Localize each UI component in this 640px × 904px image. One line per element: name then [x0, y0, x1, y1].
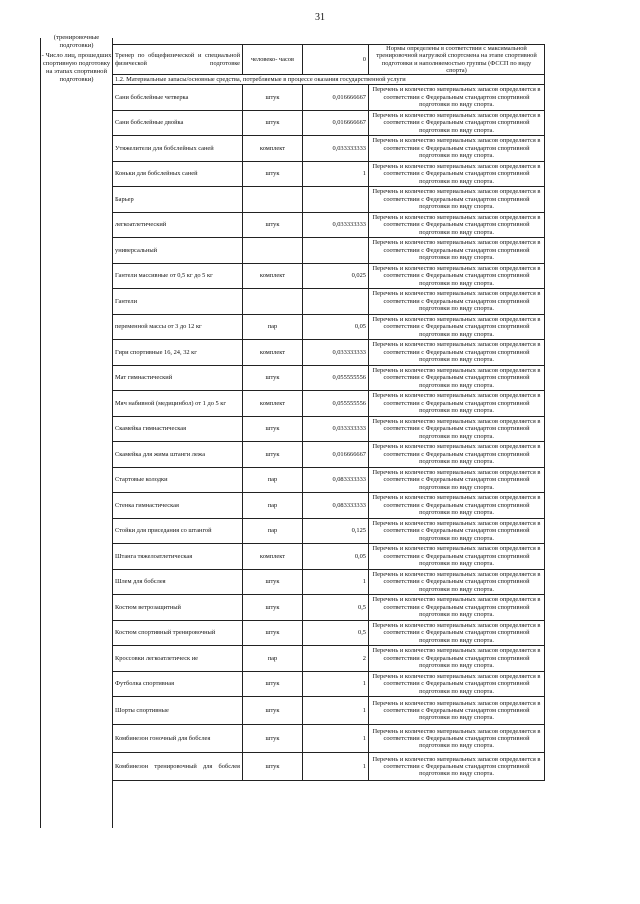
- item-note-cell: Перечень и количество материальных запасов определяется в соответствии с Федеральным стандартом спортивной подготовки по виду спорта.: [369, 671, 545, 697]
- item-name-cell: Костюм спортивный тренировочный: [113, 620, 243, 646]
- item-unit-cell: штук: [243, 110, 303, 136]
- item-unit-cell: комплект: [243, 544, 303, 570]
- item-unit-cell: штук: [243, 595, 303, 621]
- item-unit-cell: пар: [243, 493, 303, 519]
- table-row: [113, 467, 545, 493]
- item-unit-cell: штук: [243, 725, 303, 753]
- table-row: [113, 595, 545, 621]
- table-row: [113, 442, 545, 468]
- item-name-cell: Сани бобслейные двойка: [113, 110, 243, 136]
- item-qty-cell: 1: [303, 569, 369, 595]
- item-qty-cell: 0,016666667: [303, 85, 369, 111]
- table-row: [113, 85, 545, 111]
- item-qty-cell: 0,083333333: [303, 467, 369, 493]
- item-name-cell: универсальный: [113, 238, 243, 264]
- table-row: [113, 646, 545, 672]
- item-note-cell: Перечень и количество материальных запасов определяется в соответствии с Федеральным стандартом спортивной подготовки по виду спорта.: [369, 161, 545, 187]
- item-qty-cell: 0,05: [303, 314, 369, 340]
- item-note-cell: Перечень и количество материальных запасов определяется в соответствии с Федеральным стандартом спортивной подготовки по виду спорта.: [369, 725, 545, 753]
- item-qty-cell: 0,055555556: [303, 365, 369, 391]
- table-row: [113, 391, 545, 417]
- item-name-cell: Гантели: [113, 289, 243, 315]
- item-unit-cell: [243, 187, 303, 213]
- item-qty-cell: 0,055555556: [303, 391, 369, 417]
- item-unit-cell: пар: [243, 518, 303, 544]
- item-qty-cell: 0,033333333: [303, 136, 369, 162]
- item-unit-cell: штук: [243, 416, 303, 442]
- item-qty-cell: 0,016666667: [303, 110, 369, 136]
- item-unit-cell: штук: [243, 161, 303, 187]
- item-qty-cell: 1: [303, 161, 369, 187]
- item-note-cell: Перечень и количество материальных запасов определяется в соответствии с Федеральным стандартом спортивной подготовки по виду спорта.: [369, 187, 545, 213]
- table-row: [113, 493, 545, 519]
- section-row: [113, 75, 545, 85]
- item-note-cell: Перечень и количество материальных запасов определяется в соответствии с Федеральным стандартом спортивной подготовки по виду спорта.: [369, 365, 545, 391]
- item-unit-cell: пар: [243, 467, 303, 493]
- item-unit-cell: [243, 289, 303, 315]
- item-name-cell: Комбинезон тренировочный для бобслея: [113, 753, 243, 781]
- table-row: [113, 671, 545, 697]
- item-note-cell: Перечень и количество материальных запасов определяется в соответствии с Федеральным стандартом спортивной подготовки по виду спорта.: [369, 595, 545, 621]
- item-note-cell: Перечень и количество материальных запасов определяется в соответствии с Федеральным стандартом спортивной подготовки по виду спорта.: [369, 442, 545, 468]
- item-name-cell: Футболка спортивная: [113, 671, 243, 697]
- item-note-cell: Перечень и количество материальных запасов определяется в соответствии с Федеральным стандартом спортивной подготовки по виду спорта.: [369, 391, 545, 417]
- table-row: [113, 697, 545, 725]
- item-note-cell: Перечень и количество материальных запасов определяется в соответствии с Федеральным стандартом спортивной подготовки по виду спорта.: [369, 212, 545, 238]
- item-note-cell: Перечень и количество материальных запасов определяется в соответствии с Федеральным стандартом спортивной подготовки по виду спорта.: [369, 467, 545, 493]
- table-row: [113, 136, 545, 162]
- item-name-cell: Стартовые колодки: [113, 467, 243, 493]
- item-unit-cell: штук: [243, 697, 303, 725]
- item-name-cell: Стенка гимнастическая: [113, 493, 243, 519]
- item-qty-cell: 0,125: [303, 518, 369, 544]
- item-qty-cell: 0,033333333: [303, 416, 369, 442]
- item-qty-cell: 1: [303, 671, 369, 697]
- item-note-cell: Перечень и количество материальных запасов определяется в соответствии с Федеральным стандартом спортивной подготовки по виду спорта.: [369, 416, 545, 442]
- item-note-cell: Перечень и количество материальных запасов определяется в соответствии с Федеральным стандартом спортивной подготовки по виду спорта.: [369, 518, 545, 544]
- item-qty-cell: [303, 187, 369, 213]
- table-row: [113, 161, 545, 187]
- item-unit-cell: штук: [243, 365, 303, 391]
- table-row: [113, 289, 545, 315]
- item-name-cell: Костюм ветрозащитный: [113, 595, 243, 621]
- item-note-cell: Перечень и количество материальных запасов определяется в соответствии с Федеральным стандартом спортивной подготовки по виду спорта.: [369, 544, 545, 570]
- item-name-cell: Коньки для бобслейных саней: [113, 161, 243, 187]
- item-note-cell: Перечень и количество материальных запасов определяется в соответствии с Федеральным стандартом спортивной подготовки по виду спорта.: [369, 289, 545, 315]
- item-note-cell: Перечень и количество материальных запасов определяется в соответствии с Федеральным стандартом спортивной подготовки по виду спорта.: [369, 493, 545, 519]
- table-row: [113, 263, 545, 289]
- item-name-cell: Кроссовки легкоатлетическ ие: [113, 646, 243, 672]
- item-qty-cell: 0,033333333: [303, 212, 369, 238]
- item-name-cell: Шорты спортивные: [113, 697, 243, 725]
- item-note-cell: Перечень и количество материальных запасов определяется в соответствии с Федеральным стандартом спортивной подготовки по виду спорта.: [369, 85, 545, 111]
- item-unit-cell: пар: [243, 646, 303, 672]
- standards-table: [112, 44, 545, 781]
- standards-table-body: [113, 45, 545, 781]
- item-unit-cell: штук: [243, 442, 303, 468]
- item-name-cell: Штанга тяжелоатлетическая: [113, 544, 243, 570]
- item-note-cell: Перечень и количество материальных запасов определяется в соответствии с Федеральным стандартом спортивной подготовки по виду спорта.: [369, 620, 545, 646]
- item-qty-cell: 1: [303, 753, 369, 781]
- item-name-cell: Утяжелители для бобслейных саней: [113, 136, 243, 162]
- item-note-cell: Перечень и количество материальных запасов определяется в соответствии с Федеральным стандартом спортивной подготовки по виду спорта.: [369, 646, 545, 672]
- item-unit-cell: штук: [243, 85, 303, 111]
- item-unit-cell: пар: [243, 314, 303, 340]
- item-name-cell: Гири спортивные 16, 24, 32 кг: [113, 340, 243, 366]
- header-name-cell: Тренер по общефизической и специальной физической подготовке: [113, 45, 243, 75]
- table-row: [113, 518, 545, 544]
- item-name-cell: Мяч набивной (медицинбол) от 1 до 5 кг: [113, 391, 243, 417]
- header-note-cell: Нормы определены в соответствии с максимальной тренировочной нагрузкой спортсмена на этапе спортивной подготовки и наполняемостью группы (ФССП по виду спорта): [369, 45, 545, 75]
- item-qty-cell: 0,5: [303, 595, 369, 621]
- item-qty-cell: 0,025: [303, 263, 369, 289]
- header-unit-cell: человеко- часов: [243, 45, 303, 75]
- item-unit-cell: штук: [243, 620, 303, 646]
- item-unit-cell: штук: [243, 212, 303, 238]
- item-name-cell: Стойки для приседания со штангой: [113, 518, 243, 544]
- item-qty-cell: 0,5: [303, 620, 369, 646]
- table-row: [113, 725, 545, 753]
- item-name-cell: Мат гимнастический: [113, 365, 243, 391]
- item-qty-cell: 1: [303, 725, 369, 753]
- left-column-text: - Число лиц, прошедших спортивную подготовку на этапах спортивной подготовки): [41, 52, 112, 83]
- left-column: [40, 34, 113, 828]
- table-row: [113, 416, 545, 442]
- item-note-cell: Перечень и количество материальных запасов определяется в соответствии с Федеральным стандартом спортивной подготовки по виду спорта.: [369, 569, 545, 595]
- item-note-cell: Перечень и количество материальных запасов определяется в соответствии с Федеральным стандартом спортивной подготовки по виду спорта.: [369, 697, 545, 725]
- table-row: [113, 340, 545, 366]
- table-row: [113, 365, 545, 391]
- item-qty-cell: 2: [303, 646, 369, 672]
- table-row: [113, 314, 545, 340]
- item-note-cell: Перечень и количество материальных запасов определяется в соответствии с Федеральным стандартом спортивной подготовки по виду спорта.: [369, 340, 545, 366]
- item-note-cell: Перечень и количество материальных запасов определяется в соответствии с Федеральным стандартом спортивной подготовки по виду спорта.: [369, 263, 545, 289]
- item-unit-cell: комплект: [243, 340, 303, 366]
- table-row: [113, 569, 545, 595]
- item-name-cell: Скамейка для жима штанги лежа: [113, 442, 243, 468]
- item-name-cell: легкоатлетический: [113, 212, 243, 238]
- item-note-cell: Перечень и количество материальных запасов определяется в соответствии с Федеральным стандартом спортивной подготовки по виду спорта.: [369, 238, 545, 264]
- item-qty-cell: 0,033333333: [303, 340, 369, 366]
- item-qty-cell: 0,083333333: [303, 493, 369, 519]
- item-note-cell: Перечень и количество материальных запасов определяется в соответствии с Федеральным стандартом спортивной подготовки по виду спорта.: [369, 110, 545, 136]
- table-row-header: [113, 45, 545, 75]
- item-name-cell: Барьер: [113, 187, 243, 213]
- item-name-cell: переменной массы от 3 до 12 кг: [113, 314, 243, 340]
- item-unit-cell: штук: [243, 569, 303, 595]
- item-unit-cell: комплект: [243, 136, 303, 162]
- table-row: [113, 187, 545, 213]
- item-name-cell: Скамейка гимнастическая: [113, 416, 243, 442]
- item-name-cell: Сани бобслейные четверка: [113, 85, 243, 111]
- item-qty-cell: 0,05: [303, 544, 369, 570]
- table-row: [113, 544, 545, 570]
- item-name-cell: Гантели массивные от 0,5 кг до 5 кг: [113, 263, 243, 289]
- page-number: 31: [315, 12, 325, 23]
- item-note-cell: Перечень и количество материальных запасов определяется в соответствии с Федеральным стандартом спортивной подготовки по виду спорта.: [369, 136, 545, 162]
- left-column-cut-text: (тренировочные подготовки): [53, 34, 100, 49]
- header-qty-cell: 0: [303, 45, 369, 75]
- table-row: [113, 753, 545, 781]
- item-unit-cell: штук: [243, 671, 303, 697]
- table-row: [113, 620, 545, 646]
- table-row: [113, 238, 545, 264]
- item-unit-cell: комплект: [243, 391, 303, 417]
- table-row: [113, 110, 545, 136]
- item-qty-cell: [303, 289, 369, 315]
- table-row: [113, 212, 545, 238]
- item-name-cell: Шлем для бобслея: [113, 569, 243, 595]
- section-title: 1.2. Материальные запасы/основные средства, потребляемые в процессе оказания государственной услуги: [113, 75, 545, 85]
- item-qty-cell: 0,016666667: [303, 442, 369, 468]
- item-qty-cell: [303, 238, 369, 264]
- item-note-cell: Перечень и количество материальных запасов определяется в соответствии с Федеральным стандартом спортивной подготовки по виду спорта.: [369, 753, 545, 781]
- item-unit-cell: [243, 238, 303, 264]
- item-name-cell: Комбинезон гоночный для бобслея: [113, 725, 243, 753]
- item-qty-cell: 1: [303, 697, 369, 725]
- item-unit-cell: штук: [243, 753, 303, 781]
- item-unit-cell: комплект: [243, 263, 303, 289]
- item-note-cell: Перечень и количество материальных запасов определяется в соответствии с Федеральным стандартом спортивной подготовки по виду спорта.: [369, 314, 545, 340]
